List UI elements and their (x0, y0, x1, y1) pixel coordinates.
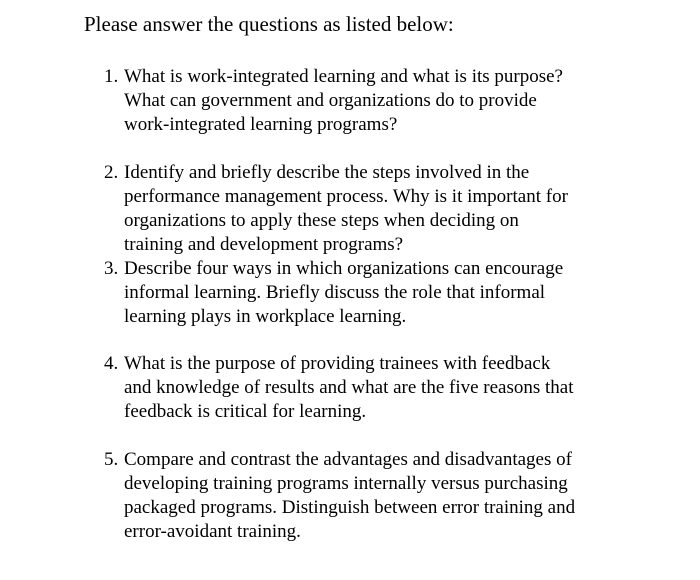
document-heading: Please answer the questions as listed below: (84, 12, 454, 36)
question-number: 2. (104, 162, 119, 183)
question-text-line: What is work-integrated learning and what is its purpose? (124, 66, 563, 87)
question-text-line: error-avoidant training. (124, 521, 301, 542)
question-number: 1. (104, 66, 119, 87)
question-5 (104, 448, 664, 544)
question-number: 4. (104, 353, 119, 374)
question-text-line: organizations to apply these steps when deciding on (124, 210, 519, 231)
question-1 (104, 65, 664, 137)
question-number: 3. (104, 258, 119, 279)
question-text-line: Identify and briefly describe the steps involved in the (124, 162, 530, 183)
question-number: 5. (104, 449, 119, 470)
question-4 (104, 352, 664, 424)
question-text-line: feedback is critical for learning. (124, 401, 367, 422)
question-text-line: Describe four ways in which organizations can encourage (124, 258, 564, 279)
question-3 (104, 257, 664, 329)
question-text-line: performance management process. Why is it important for (124, 186, 568, 207)
question-text-line: informal learning. Briefly discuss the role that informal (124, 282, 546, 303)
question-text-line: and knowledge of results and what are the five reasons that (124, 377, 574, 398)
question-text-line: learning plays in workplace learning. (124, 306, 407, 327)
question-text-line: Compare and contrast the advantages and disadvantages of (124, 449, 572, 470)
question-text-line: What is the purpose of providing trainees with feedback (124, 353, 551, 374)
question-text-line: work-integrated learning programs? (124, 114, 398, 135)
question-text-line: What can government and organizations do to provide (124, 90, 537, 111)
question-text-line: training and development programs? (124, 234, 404, 255)
question-text-line: packaged programs. Distinguish between error training and (124, 497, 576, 518)
question-text-line: developing training programs internally versus purchasing (124, 473, 568, 494)
question-2 (104, 161, 664, 257)
